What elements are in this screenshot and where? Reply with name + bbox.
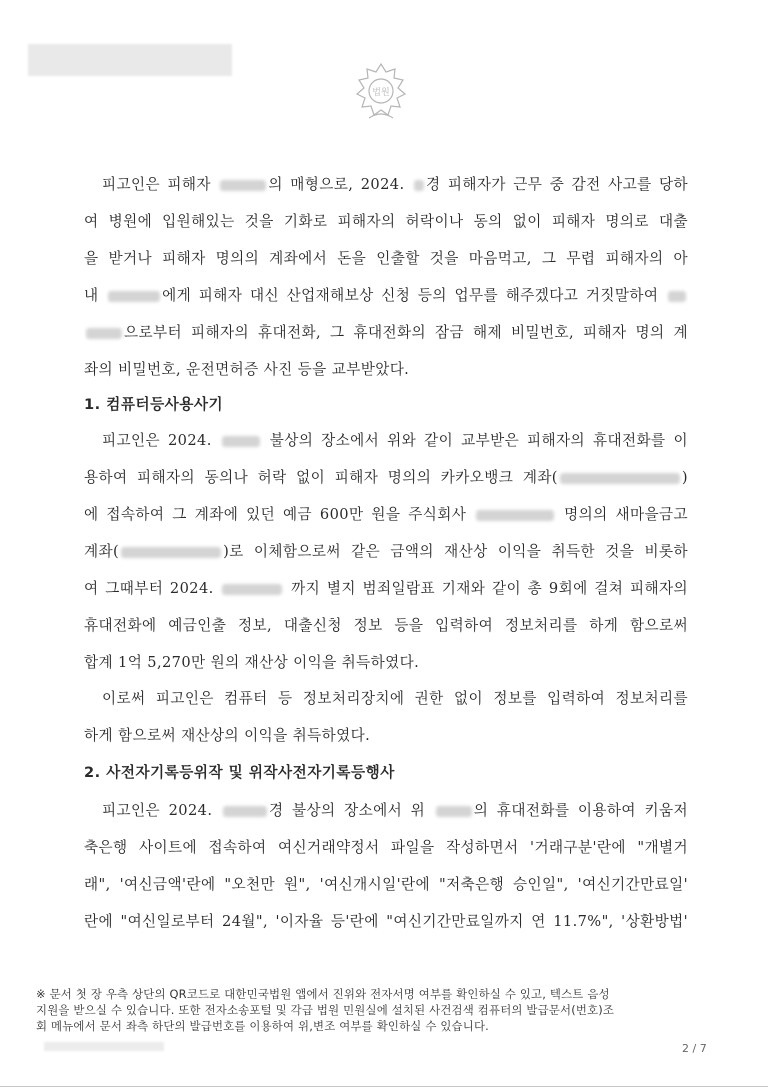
- emblem-text: 법원: [372, 88, 390, 98]
- text-segment: 에 접속하여 그 계좌에 있던 예금 600만 원을 주식회사: [84, 506, 475, 523]
- text-line: [84, 281, 688, 311]
- text-segment: 좌의 비밀번호, 운전면허증 사진 등을 교부받았다.: [84, 361, 410, 378]
- text-segment: )로 이체함으로써 같은 금액의 재산상 이익을 취득한 것을 비롯하: [223, 543, 688, 560]
- footer-line: 회 메뉴에서 문서 좌측 하단의 발급번호를 이용하여 위,변조 여부를 확인하실 수 있습니다.: [36, 1019, 489, 1033]
- text-segment: 계좌(: [84, 543, 120, 560]
- text-line: [84, 500, 688, 530]
- text-segment: 여 그때부터 2024.: [84, 580, 221, 597]
- court-emblem-icon: [352, 60, 410, 122]
- text-segment: 피고인은 피해자: [102, 176, 219, 193]
- text-line: [84, 648, 688, 678]
- redacted-text: [222, 436, 260, 447]
- text-segment: 에게 피해자 대신 산업재해보상 신청 등의 업무를 해주겠다고 거짓말하여: [162, 287, 666, 304]
- redacted-text: [121, 547, 221, 558]
- text-segment: ): [681, 469, 688, 486]
- text-segment: 용하여 피해자의 동의나 허락 없이 피해자 명의의 카카오뱅크 계좌(: [84, 469, 558, 486]
- footer-line: 지원을 받으실 수 있습니다. 또한 전자소송포털 및 각급 법원 민원실에 설치된 사건검색 컴퓨터의 발급문서(번호)조: [36, 1003, 615, 1017]
- text-segment: 휴대전화에 예금인출 정보, 대출신청 정보 등을 입력하여 정보처리를 하게 함으로써: [84, 617, 688, 634]
- text-segment: 으로부터 피해자의 휴대전화, 그 휴대전화의 잠금 해제 비밀번호, 피해자 명의 계: [124, 324, 688, 341]
- text-segment: 의 매형으로, 2024.: [268, 176, 412, 193]
- text-line: [84, 537, 688, 567]
- footer-line: ※ 문서 첫 장 우측 상단의 QR코드로 대한민국법원 앱에서 진위와 전자서명 여부를 확인하실 수 있고, 텍스트 음성: [36, 987, 610, 1001]
- redacted-text: [560, 473, 680, 484]
- redacted-text: [414, 180, 424, 191]
- text-line: [84, 463, 688, 493]
- text-segment: 경 피해자가 근무 중 감전 사고를 당하: [425, 176, 688, 193]
- redacted-text: [436, 806, 472, 817]
- redacted-text: [476, 510, 554, 521]
- redacted-issue-number: [44, 1042, 164, 1051]
- section2-heading: 2. 사전자기록등위작 및 위작사전자기록등행사: [84, 764, 395, 781]
- text-line: [84, 318, 688, 348]
- text-segment: 내: [84, 287, 107, 304]
- text-segment: 의 휴대전화를 이용하여 키움저: [473, 802, 688, 819]
- text-segment: 하게 함으로써 재산상의 이익을 취득하였다.: [84, 727, 371, 744]
- text-segment: 을 받거나 피해자 명의의 계좌에서 돈을 인출할 것을 마음먹고, 그 무렵 피해자의 아: [84, 250, 688, 267]
- redacted-text: [222, 584, 282, 595]
- text-segment: 래", '여신금액'란에 "오천만 원", '여신개시일'란에 "저축은행 승인일", '여신기간만료일': [84, 876, 688, 893]
- text-line: [84, 426, 688, 456]
- redacted-header-block: [28, 44, 232, 76]
- text-segment: 경 불상의 장소에서 위: [268, 802, 434, 819]
- text-line: [84, 244, 688, 274]
- redacted-text: [108, 291, 160, 302]
- text-segment: 이로써 피고인은 컴퓨터 등 정보처리장치에 권한 없이 정보를 입력하여 정보처리를: [102, 690, 688, 707]
- text-line: [84, 684, 688, 714]
- footer-notice: [36, 986, 716, 1034]
- text-segment: 피고인은 2024.: [102, 432, 220, 449]
- text-line: [84, 721, 688, 751]
- bottom-divider: [0, 1086, 768, 1087]
- text-line: [84, 355, 688, 385]
- text-segment: 여 병원에 입원해있는 것을 기화로 피해자의 허락이나 동의 없이 피해자 명의로 대출: [84, 213, 688, 230]
- text-segment: 축은행 사이트에 접속하여 여신거래약정서 파일을 작성하면서 '거래구분'란에 "개별거: [84, 839, 688, 856]
- page-number: 2 / 7: [682, 1042, 707, 1055]
- text-line: [84, 907, 688, 937]
- text-line: [84, 833, 688, 863]
- text-line: [84, 170, 688, 200]
- text-line: [84, 611, 688, 641]
- text-segment: 까지 별지 범죄일람표 기재와 같이 총 9회에 걸쳐 피해자의: [284, 580, 688, 597]
- text-segment: 란에 "여신일로부터 24월", '이자율 등'란에 "여신기간만료일까지 연 11.7%", '상환방법': [84, 913, 688, 930]
- redacted-text: [668, 291, 686, 302]
- text-segment: 피고인은 2024.: [102, 802, 221, 819]
- text-segment: 불상의 장소에서 위와 같이 교부받은 피해자의 휴대전화를 이: [261, 432, 688, 449]
- text-line: [84, 870, 688, 900]
- redacted-text: [223, 806, 267, 817]
- redacted-text: [86, 328, 122, 339]
- redacted-text: [220, 180, 266, 191]
- section1-heading: 1. 컴퓨터등사용사기: [84, 396, 224, 413]
- text-segment: 명의의 새마을금고: [556, 506, 688, 523]
- text-line: [84, 796, 688, 826]
- text-line: [84, 574, 688, 604]
- text-segment: 합계 1억 5,270만 원의 재산상 이익을 취득하였다.: [84, 654, 420, 671]
- text-line: [84, 207, 688, 237]
